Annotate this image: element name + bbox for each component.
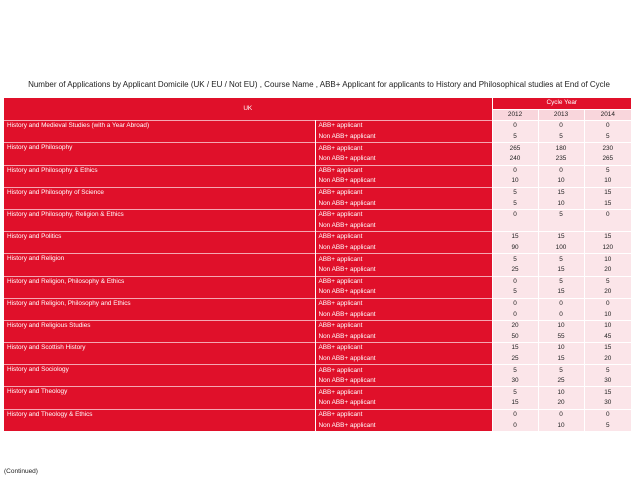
applicant-type: Non ABB+ applicant [315,354,492,365]
course-name: History and Religion [4,254,315,265]
value-cell: 5 [492,198,538,209]
table-row [4,309,631,320]
value-cell: 5 [584,132,631,143]
course-name: History and Sociology [4,365,315,376]
value-cell: 0 [492,209,538,220]
table-row [4,243,631,254]
value-cell: 15 [584,232,631,243]
value-cell: 30 [492,376,538,387]
table-body [4,121,631,431]
value-cell: 15 [538,354,584,365]
value-cell: 15 [584,187,631,198]
value-cell: 10 [584,176,631,187]
value-cell: 5 [538,132,584,143]
table-row [4,254,631,265]
course-name-empty [4,331,315,342]
value-cell: 180 [538,143,584,154]
table-row [4,143,631,154]
cycle-year-header: Cycle Year [492,98,631,109]
value-cell: 0 [492,276,538,287]
value-cell: 30 [584,376,631,387]
year-header-2012: 2012 [492,109,538,121]
value-cell: 20 [584,287,631,298]
applicant-type: Non ABB+ applicant [315,398,492,409]
value-cell: 15 [538,287,584,298]
table-row [4,121,631,132]
applicant-type: ABB+ applicant [315,232,492,243]
value-cell: 10 [584,309,631,320]
table-row [4,265,631,276]
value-cell: 5 [584,420,631,431]
table-row [4,365,631,376]
value-cell: 10 [538,176,584,187]
applicant-type: Non ABB+ applicant [315,221,492,232]
value-cell: 20 [584,354,631,365]
value-cell: 5 [492,132,538,143]
value-cell: 55 [538,331,584,342]
table-row [4,287,631,298]
value-cell: 0 [492,309,538,320]
value-cell: 5 [538,365,584,376]
year-header-2014: 2014 [584,109,631,121]
value-cell: 0 [492,409,538,420]
applicant-type: ABB+ applicant [315,365,492,376]
course-name: History and Theology [4,387,315,398]
table-title: Number of Applications by Applicant Domicile (UK / EU / Not EU) , Course Name , ABB+ Applicant for applicants to History and Philosophical studies at End of Cycle [28,80,610,89]
value-cell: 0 [584,409,631,420]
applicant-type: Non ABB+ applicant [315,243,492,254]
table-row [4,232,631,243]
table-row [4,298,631,309]
course-name-empty [4,398,315,409]
table-row [4,276,631,287]
value-cell: 15 [492,232,538,243]
table-row [4,187,631,198]
value-cell: 30 [584,398,631,409]
course-name: History and Religion, Philosophy & Ethics [4,276,315,287]
value-cell: 5 [492,365,538,376]
value-cell: 15 [538,265,584,276]
applicant-type: Non ABB+ applicant [315,176,492,187]
table-row [4,221,631,232]
table-row [4,354,631,365]
applicant-type: Non ABB+ applicant [315,420,492,431]
course-name: History and Theology & Ethics [4,409,315,420]
applicant-type: ABB+ applicant [315,298,492,309]
value-cell: 240 [492,154,538,165]
table-row [4,154,631,165]
value-cell: 10 [538,387,584,398]
value-cell: 100 [538,243,584,254]
year-header-2013: 2013 [538,109,584,121]
domicile-header: UK [4,98,492,121]
value-cell: 0 [538,409,584,420]
value-cell: 5 [584,276,631,287]
value-cell: 10 [584,254,631,265]
value-cell: 0 [492,121,538,132]
applicant-type: Non ABB+ applicant [315,154,492,165]
value-cell: 10 [538,320,584,331]
table-row [4,398,631,409]
course-name: History and Philosophy of Science [4,187,315,198]
applicant-type: ABB+ applicant [315,187,492,198]
value-cell: 10 [538,343,584,354]
table-row [4,132,631,143]
applicant-type: Non ABB+ applicant [315,198,492,209]
course-name: History and Medieval Studies (with a Year Abroad) [4,121,315,132]
value-cell: 235 [538,154,584,165]
table-row [4,387,631,398]
value-cell: 50 [492,331,538,342]
value-cell: 0 [492,165,538,176]
value-cell: 120 [584,243,631,254]
table-row [4,165,631,176]
value-cell: 0 [538,121,584,132]
value-cell: 0 [492,420,538,431]
applicant-type: ABB+ applicant [315,276,492,287]
value-cell: 15 [584,387,631,398]
applicant-type: ABB+ applicant [315,121,492,132]
course-name-empty [4,176,315,187]
value-cell: 20 [584,265,631,276]
value-cell: 5 [492,254,538,265]
course-name: History and Philosophy [4,143,315,154]
value-cell: 15 [584,198,631,209]
table-row [4,376,631,387]
course-name: History and Philosophy, Religion & Ethics [4,209,315,220]
value-cell: 265 [584,154,631,165]
value-cell: 5 [584,165,631,176]
value-cell: 5 [584,365,631,376]
value-cell: 5 [538,276,584,287]
value-cell: 0 [584,209,631,220]
value-cell: 5 [492,387,538,398]
value-cell: 5 [492,187,538,198]
course-name-empty [4,376,315,387]
table-row [4,209,631,220]
value-cell: 5 [538,209,584,220]
applicant-type: ABB+ applicant [315,320,492,331]
value-cell: 10 [492,176,538,187]
value-cell [492,221,538,232]
value-cell: 10 [538,198,584,209]
course-name-empty [4,420,315,431]
table-row [4,420,631,431]
value-cell: 5 [538,254,584,265]
applicant-type: Non ABB+ applicant [315,265,492,276]
value-cell: 10 [584,320,631,331]
course-name-empty [4,265,315,276]
applicant-type: Non ABB+ applicant [315,331,492,342]
value-cell: 0 [584,121,631,132]
applicant-type: ABB+ applicant [315,254,492,265]
table-row [4,331,631,342]
value-cell [584,221,631,232]
applicant-type: Non ABB+ applicant [315,132,492,143]
value-cell: 20 [492,320,538,331]
value-cell: 15 [538,187,584,198]
value-cell: 15 [538,232,584,243]
course-name: History and Religion, Philosophy and Ethics [4,298,315,309]
applicant-type: ABB+ applicant [315,409,492,420]
value-cell: 25 [492,265,538,276]
value-cell: 0 [538,309,584,320]
course-name-empty [4,132,315,143]
course-name-empty [4,221,315,232]
applicant-type: ABB+ applicant [315,387,492,398]
course-name-empty [4,354,315,365]
applicant-type: Non ABB+ applicant [315,287,492,298]
applicant-type: Non ABB+ applicant [315,309,492,320]
table-row [4,409,631,420]
value-cell: 230 [584,143,631,154]
value-cell: 25 [538,376,584,387]
course-name: History and Scottish History [4,343,315,354]
applications-table [4,98,631,431]
table-row [4,198,631,209]
value-cell: 25 [492,354,538,365]
course-name: History and Philosophy & Ethics [4,165,315,176]
course-name: History and Religious Studies [4,320,315,331]
value-cell: 10 [538,420,584,431]
value-cell: 15 [584,343,631,354]
course-name-empty [4,198,315,209]
applicant-type: Non ABB+ applicant [315,376,492,387]
value-cell: 15 [492,398,538,409]
value-cell: 0 [492,298,538,309]
applicant-type: ABB+ applicant [315,343,492,354]
value-cell: 20 [538,398,584,409]
table-row [4,343,631,354]
value-cell: 15 [492,343,538,354]
course-name-empty [4,287,315,298]
value-cell: 90 [492,243,538,254]
applicant-type: ABB+ applicant [315,165,492,176]
course-name-empty [4,243,315,254]
value-cell: 0 [538,165,584,176]
applicant-type: ABB+ applicant [315,209,492,220]
value-cell [538,221,584,232]
course-name-empty [4,154,315,165]
value-cell: 265 [492,143,538,154]
course-name: History and Politics [4,232,315,243]
continued-note: (Continued) [4,468,38,475]
value-cell: 45 [584,331,631,342]
table-row [4,176,631,187]
value-cell: 0 [584,298,631,309]
value-cell: 5 [492,287,538,298]
applicant-type: ABB+ applicant [315,143,492,154]
value-cell: 0 [538,298,584,309]
table-row [4,320,631,331]
course-name-empty [4,309,315,320]
